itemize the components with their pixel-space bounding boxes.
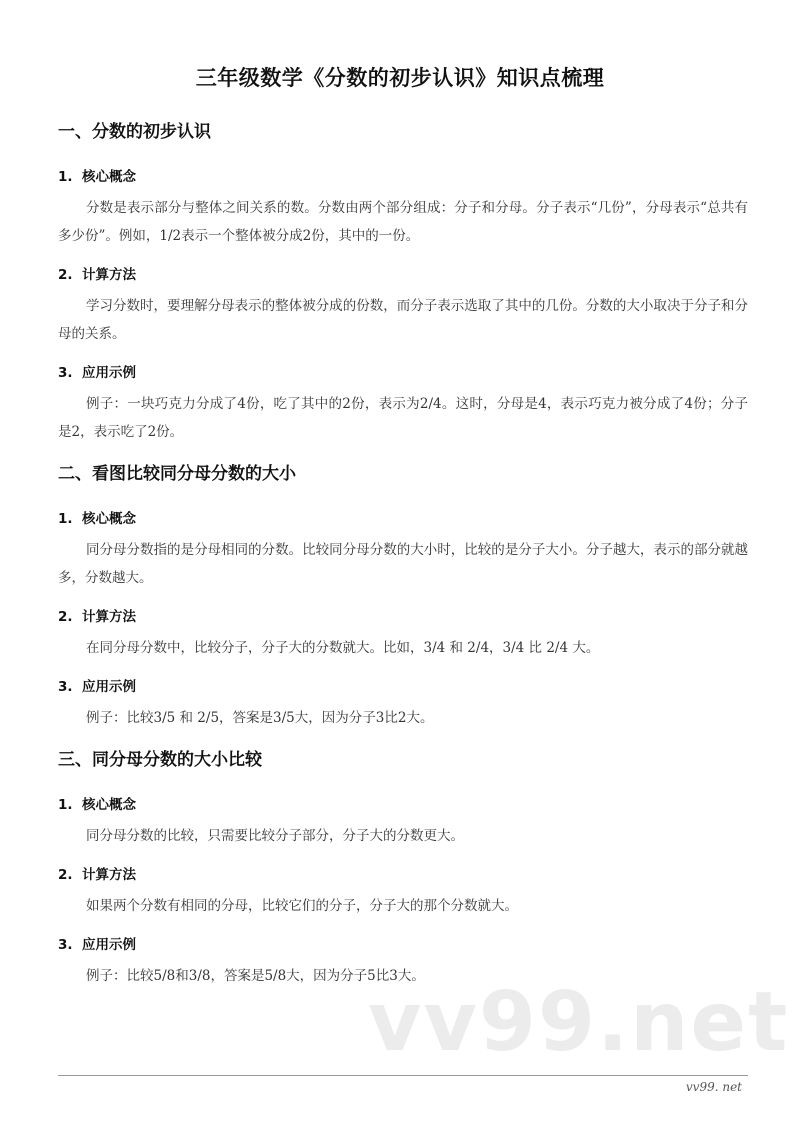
paragraph: 例子：比较3/5 和 2/5，答案是3/5大，因为分子3比2大。	[86, 710, 434, 726]
sub-heading	[58, 794, 748, 816]
watermark: vv99.net	[368, 975, 790, 1070]
paragraph: 同分母分数的比较，只需要比较分子部分，分子大的分数更大。	[86, 828, 464, 844]
paragraph: 学习分数时，要理解分母表示的整体被分成的份数，而分子表示选取了其中的几份。分数的大小取决于分子和分母的关系。	[58, 298, 748, 342]
sub-number: 1.	[58, 797, 73, 813]
paragraph: 如果两个分数有相同的分母，比较它们的分子，分子大的那个分数就大。	[86, 898, 518, 914]
sub-number: 2.	[58, 609, 73, 625]
section-heading: 二、看图比较同分母分数的大小	[58, 464, 296, 484]
sub-number: 1.	[58, 511, 73, 527]
sub-section	[58, 166, 748, 250]
sub-number: 2.	[58, 867, 73, 883]
sub-section	[58, 362, 748, 446]
sub-label: 核心概念	[82, 169, 136, 185]
page-title: 三年级数学《分数的初步认识》知识点梳理	[195, 66, 605, 90]
sub-number: 3.	[58, 937, 73, 953]
sub-heading	[58, 606, 748, 628]
paragraph: 在同分母分数中，比较分子，分子大的分数就大。比如，3/4 和 2/4，3/4 比 2/4 大。	[86, 640, 600, 656]
sub-label: 核心概念	[82, 511, 136, 527]
sub-heading	[58, 864, 748, 886]
document-body	[58, 118, 748, 1004]
footer-site: vv99. net	[685, 1080, 742, 1094]
sub-section	[58, 508, 748, 592]
sub-section	[58, 794, 748, 850]
section-heading: 三、同分母分数的大小比较	[58, 750, 262, 770]
sub-section	[58, 606, 748, 662]
sub-section	[58, 264, 748, 348]
sub-label: 计算方法	[82, 267, 136, 283]
sub-heading	[58, 508, 748, 530]
sub-number: 3.	[58, 365, 73, 381]
paragraph: 例子：一块巧克力分成了4份，吃了其中的2份，表示为2/4。这时，分母是4，表示巧克力被分成了4份；分子是2，表示吃了2份。	[58, 396, 748, 440]
paragraph: 例子：比较5/8和3/8，答案是5/8大，因为分子5比3大。	[86, 968, 425, 984]
footer-divider	[58, 1075, 748, 1076]
sub-label: 计算方法	[82, 867, 136, 883]
sub-number: 3.	[58, 679, 73, 695]
section-heading: 一、分数的初步认识	[58, 122, 211, 142]
sub-number: 2.	[58, 267, 73, 283]
sub-label: 应用示例	[82, 937, 136, 953]
sub-heading	[58, 934, 748, 956]
sub-heading	[58, 362, 748, 384]
paragraph: 分数是表示部分与整体之间关系的数。分数由两个部分组成：分子和分母。分子表示“几份”，分母表示“总共有多少份”。例如，1/2表示一个整体被分成2份，其中的一份。	[58, 200, 748, 244]
sub-heading	[58, 676, 748, 698]
sub-section	[58, 676, 748, 732]
sub-label: 应用示例	[82, 679, 136, 695]
section-2	[58, 460, 748, 732]
section-1	[58, 118, 748, 446]
sub-label: 计算方法	[82, 609, 136, 625]
section-3	[58, 746, 748, 990]
sub-heading	[58, 166, 748, 188]
sub-label: 核心概念	[82, 797, 136, 813]
paragraph: 同分母分数指的是分母相同的分数。比较同分母分数的大小时，比较的是分子大小。分子越大，表示的部分就越多，分数越大。	[58, 542, 748, 586]
sub-heading	[58, 264, 748, 286]
sub-label: 应用示例	[82, 365, 136, 381]
sub-section	[58, 864, 748, 920]
sub-number: 1.	[58, 169, 73, 185]
